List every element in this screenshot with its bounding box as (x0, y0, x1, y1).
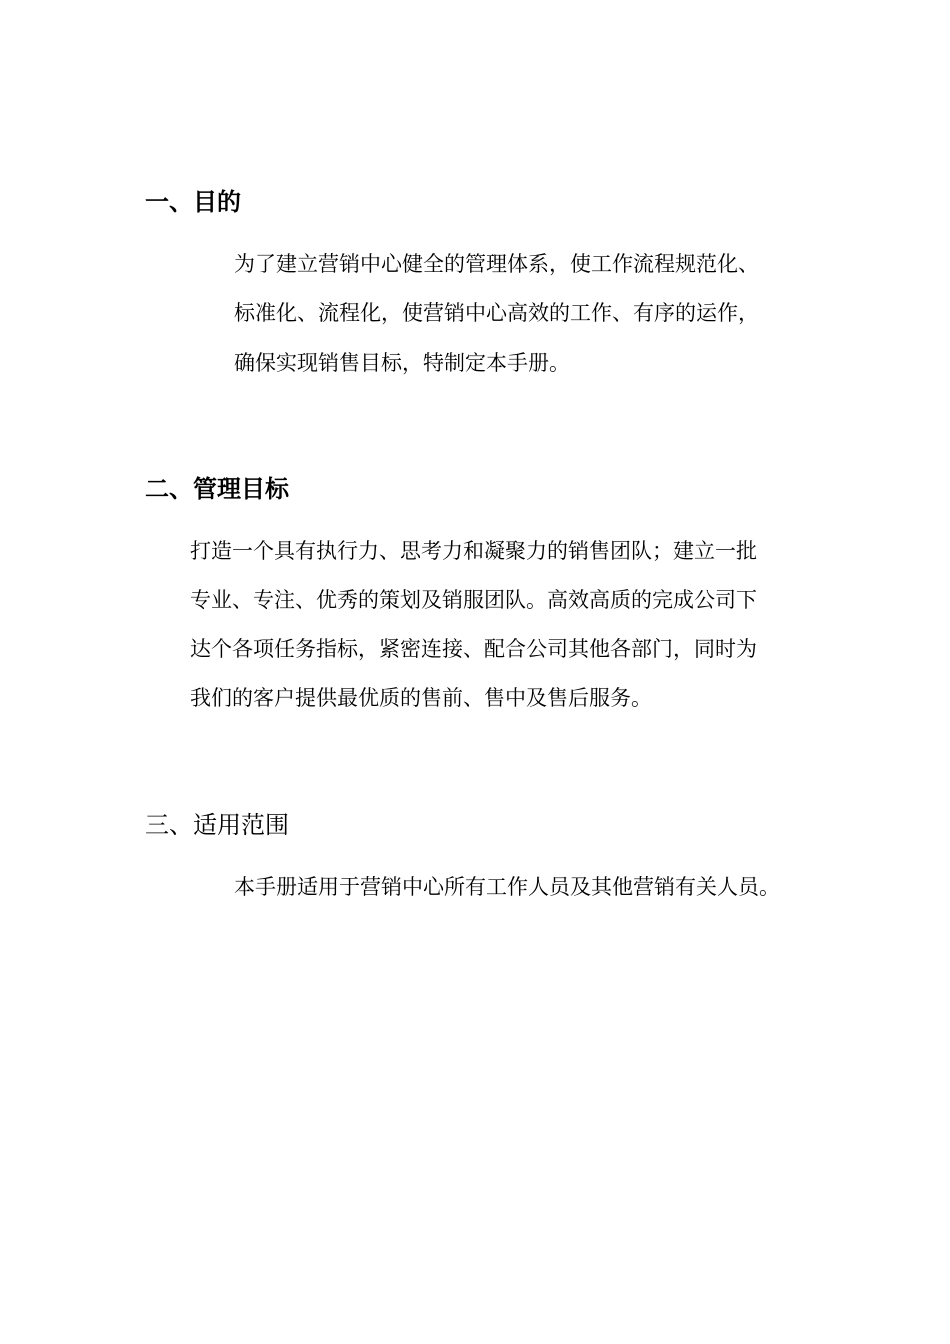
paragraph-line: 标准化、流程化，使营销中心高效的工作、有序的运作， (234, 301, 759, 325)
paragraph-line: 专业、专注、优秀的策划及销服团队。高效高质的完成公司下 (190, 588, 757, 612)
section-heading-scope: 三、适用范围 (145, 811, 289, 839)
section-heading-management-goals: 二、管理目标 (145, 475, 289, 503)
paragraph-line: 打造一个具有执行力、思考力和凝聚力的销售团队；建立一批 (190, 539, 757, 563)
section-heading-purpose: 一、目的 (145, 188, 241, 216)
paragraph-line: 确保实现销售目标，特制定本手册。 (234, 351, 570, 375)
paragraph-line: 我们的客户提供最优质的售前、售中及售后服务。 (190, 686, 652, 710)
paragraph-line: 达个各项任务指标，紧密连接、配合公司其他各部门，同时为 (190, 637, 757, 661)
paragraph-line: 为了建立营销中心健全的管理体系，使工作流程规范化、 (234, 252, 759, 276)
paragraph-line: 本手册适用于营销中心所有工作人员及其他营销有关人员。 (234, 875, 780, 899)
